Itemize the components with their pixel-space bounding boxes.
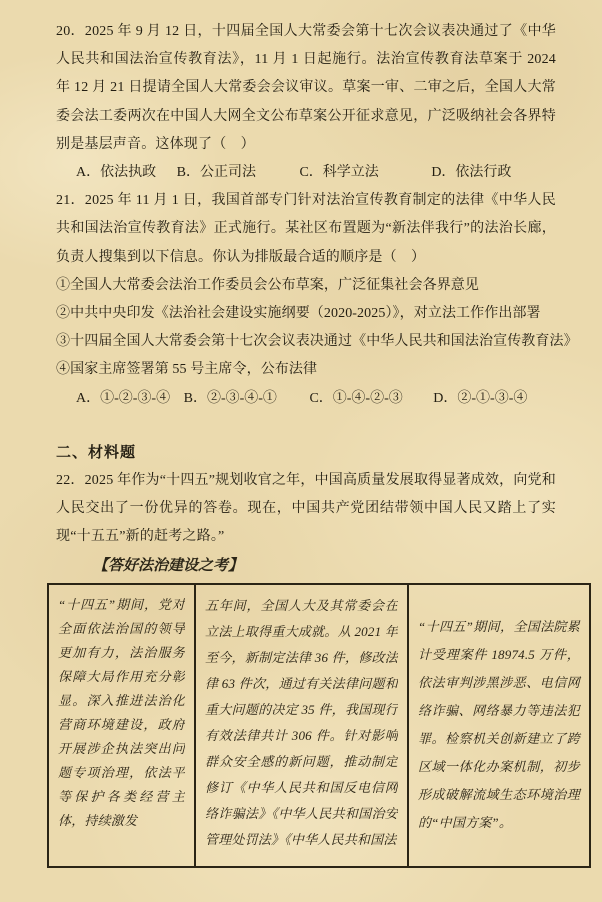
question-20-text: 20．2025 年 9 月 12 日，十四届全国人大常委会第十七次会议表决通过了《中华人民共和国法治宣传教育法》，11 月 1 日起施行。法治宣传教育法草案于 2024 年 12 月 21 日提请全国人大常委会会议审议。草案一审、二审之后，全国人大常委会法工委两次在中国人大网全文公布草案公开征求意见，广泛吸纳社会各界特别是基层声音。这体现了（ ） <box>56 24 556 152</box>
question-21-item-4: ④国家主席签署第 55 号主席令，公布法律 <box>56 362 318 378</box>
material-title: 【答好法治建设之考】 <box>93 557 244 574</box>
question-20-option-c: C．科学立法 <box>299 165 379 181</box>
question-22-text: 22．2025 年作为“十四五”规划收官之年，中国高质量发展取得显著成效，向党和人民交出了一份优异的答卷。现在，中国共产党团结带领中国人民又踏上了实现“十五五”新的赶考之路。” <box>56 473 556 545</box>
question-20-options <box>56 159 556 187</box>
question-20-option-d: D．依法行政 <box>431 165 512 181</box>
question-21-option-c: C．①-④-②-③ <box>309 390 403 406</box>
question-21-option-b: B．②-③-④-① <box>183 390 277 406</box>
page-content <box>56 18 580 868</box>
question-21-item-3: ③十四届全国人大常委会第十七次会议表决通过《中华人民共和国法治宣传教育法》 <box>56 334 578 350</box>
table-row <box>48 584 590 867</box>
table-cell-party-leadership-text: “十四五”期间，党对全面依法治国的领导更加有力，法治服务保障大局作用充分彰显。深入推进法治化营商环境建设，政府开展涉企执法突出问题专项治理，依法平等保护各类经营主体，持续激发 <box>58 596 185 828</box>
question-21-option-a: A．①-②-③-④ <box>76 390 171 406</box>
question-21-text: 21．2025 年 11 月 1 日，我国首部专门针对法治宣传教育制定的法律《中华人民共和国法治宣传教育法》正式施行。某社区布置题为“新法伴我行”的法治长廊，负责人搜集到以下信息。你认为排版最合适的顺序是（ ） <box>56 193 556 265</box>
question-20-option-a: A．依法执政 <box>76 165 157 181</box>
table-cell-legislation-text: 五年间，全国人大及其常委会在立法上取得重大成就。从 2021 年至今，新制定法律 36 件，修改法律 63 件次，通过有关法律问题和重大问题的决定 35 件，我国现行有效法律共计 306 件。针对影响群众安全感的新问题，推动制定修订《中华人民共和国反电信网络诈骗法》《中华人民共和国治安管理处罚法》《中华人民共和国法 <box>205 597 398 847</box>
material-table <box>47 583 591 868</box>
table-cell-justice <box>408 584 590 867</box>
question-21-options <box>56 385 556 413</box>
question-20-option-b: B．公正司法 <box>176 165 256 181</box>
question-21-item-1: ①全国人大常委会法治工作委员会公布草案，广泛征集社会各界意见 <box>56 277 479 293</box>
table-cell-party-leadership <box>48 584 195 867</box>
table-cell-justice-text: “十四五”期间，全国法院累计受理案件 18974.5 万件，依法审判涉黑涉恶、电信网络诈骗、网络暴力等违法犯罪。检察机关创新建立了跨区域一体化办案机制，初步形成破解流域生态环境治理的“中国方案”。 <box>418 619 580 831</box>
table-cell-legislation <box>195 584 408 867</box>
question-21-item-2: ②中共中央印发《法治社会建设实施纲要（2020-2025）》，对立法工作作出部署 <box>56 306 541 322</box>
section-2-heading: 二、材料题 <box>56 444 137 461</box>
question-21-option-d: D．②-①-③-④ <box>433 390 528 406</box>
